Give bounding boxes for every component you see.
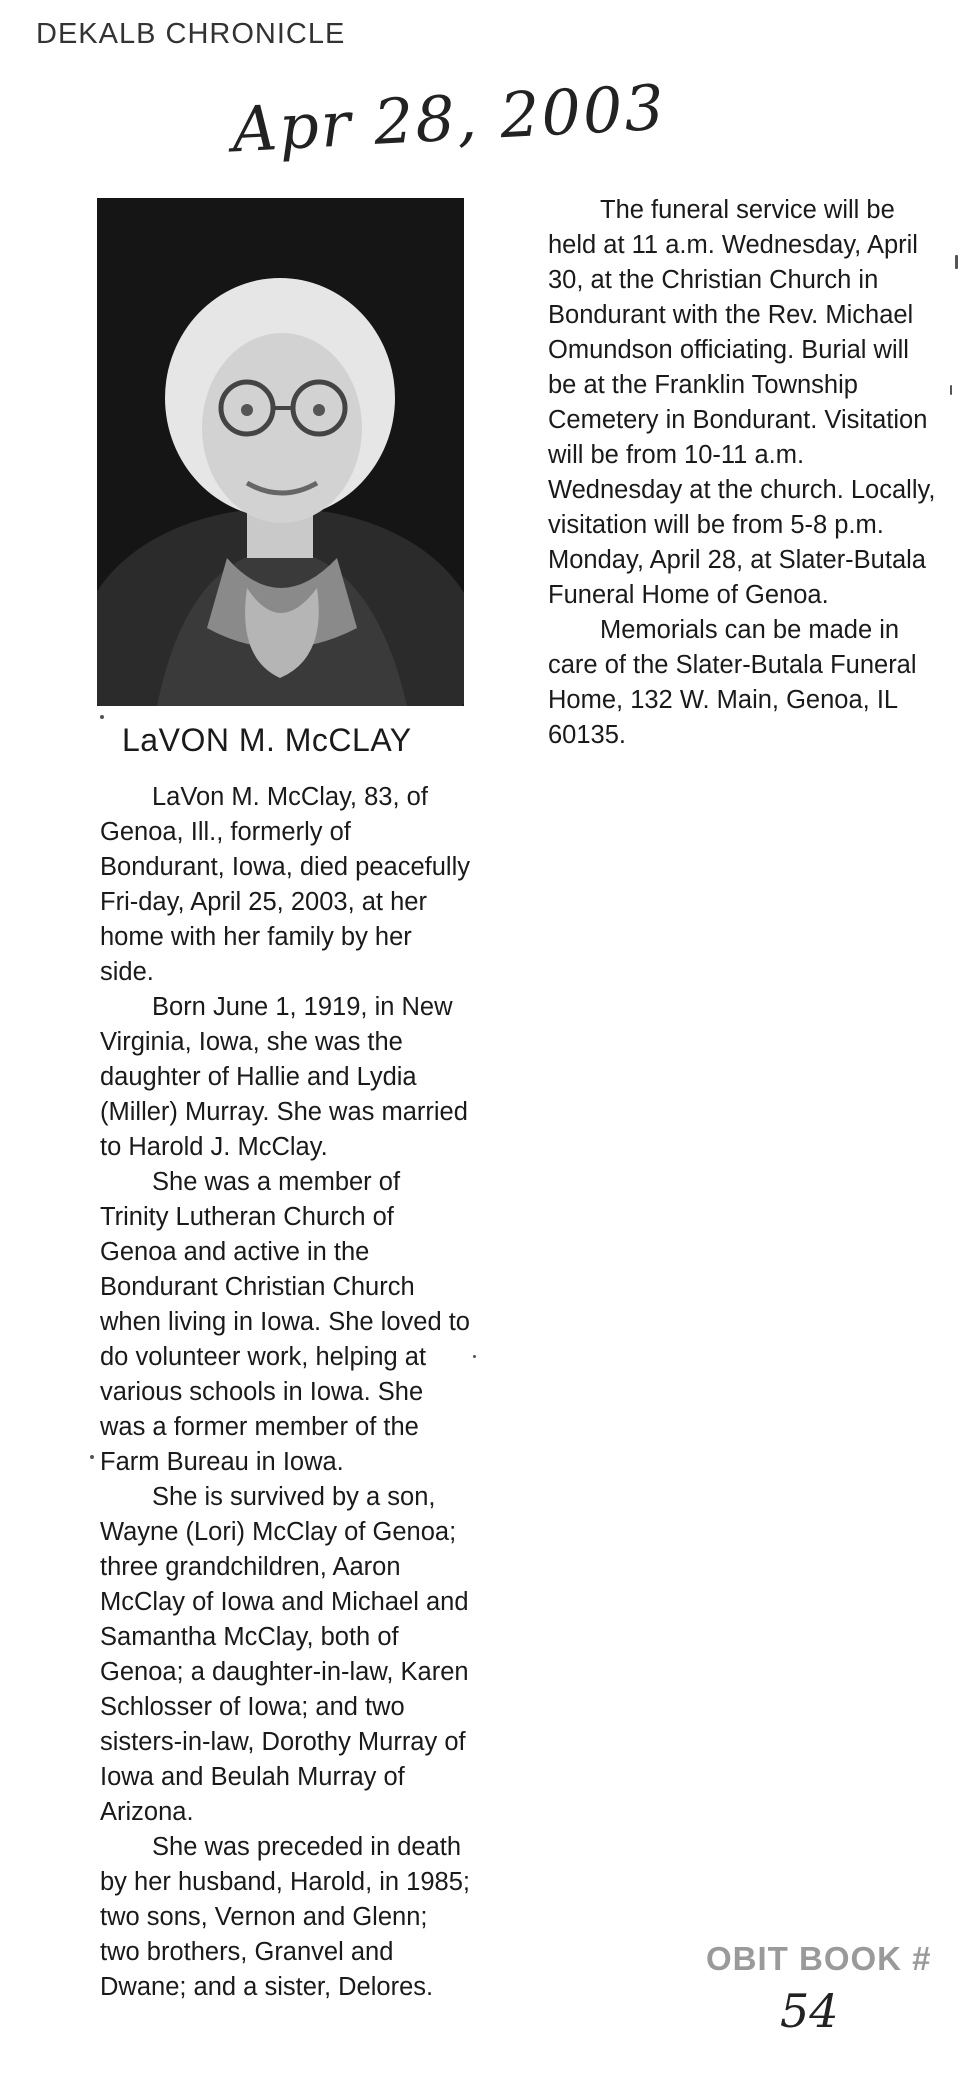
paragraph-memberships: She was a member of Trinity Lutheran Church of Genoa and active in the Bondurant Christian Church when living in Iowa. She loved to do volunteer work, helping at various schools in Iowa. She was a former member of the Farm Bureau in Iowa. <box>100 1168 470 1476</box>
obituary-headline: LaVON M. McCLAY <box>122 722 412 758</box>
scan-speck <box>90 1455 94 1459</box>
scan-speck <box>473 1355 476 1358</box>
obit-book-number: 54 <box>780 1984 839 2038</box>
paragraph-survivors: She is survived by a son, Wayne (Lori) McClay of Genoa; three grandchildren, Aaron McClay of Iowa and Michael and Samantha McClay, both of Genoa; a daughter-in-law, Karen Schlosser of Iowa; and two sisters-in-law, Dorothy Murray of Iowa and Beulah Murray of Arizona. <box>100 1483 469 1826</box>
portrait-image <box>97 198 464 706</box>
handwritten-date: Apr 28, 2003 <box>230 70 668 167</box>
obituary-column-right <box>548 193 943 753</box>
masthead: DEKALB CHRONICLE <box>36 18 346 50</box>
obit-book-label: OBIT BOOK # <box>706 1940 932 1977</box>
paragraph-memorials: Memorials can be made in care of the Slater-Butala Funeral Home, 132 W. Main, Genoa, IL 60135. <box>548 616 917 749</box>
paragraph-death-notice: LaVon M. McClay, 83, of Genoa, Ill., formerly of Bondurant, Iowa, died peacefully Fri-day, April 25, 2003, at her home with her family by her side. <box>100 783 470 986</box>
scan-speck <box>955 255 958 269</box>
paragraph-services: The funeral service will be held at 11 a.m. Wednesday, April 30, at the Christian Church in Bondurant with the Rev. Michael Omundson officiating. Burial will be at the Franklin Township Cemetery in Bondurant. Visitation will be from 10-11 a.m. Wednesday at the church. Locally, visitation will be from 5-8 p.m. Monday, April 28, at Slater-Butala Funeral Home of Genoa. <box>548 196 936 609</box>
paragraph-birth: Born June 1, 1919, in New Virginia, Iowa, she was the daughter of Hallie and Lydia (Miller) Murray. She was married to Harold J. McClay. <box>100 993 468 1161</box>
paragraph-preceded: She was preceded in death by her husband, Harold, in 1985; two sons, Vernon and Glenn; two brothers, Granvel and Dwane; and a sister, Delores. <box>100 1833 470 2001</box>
scan-speck <box>950 385 952 395</box>
portrait-photo <box>97 198 464 706</box>
obituary-column-left <box>100 780 472 2005</box>
scan-speck <box>100 715 104 719</box>
